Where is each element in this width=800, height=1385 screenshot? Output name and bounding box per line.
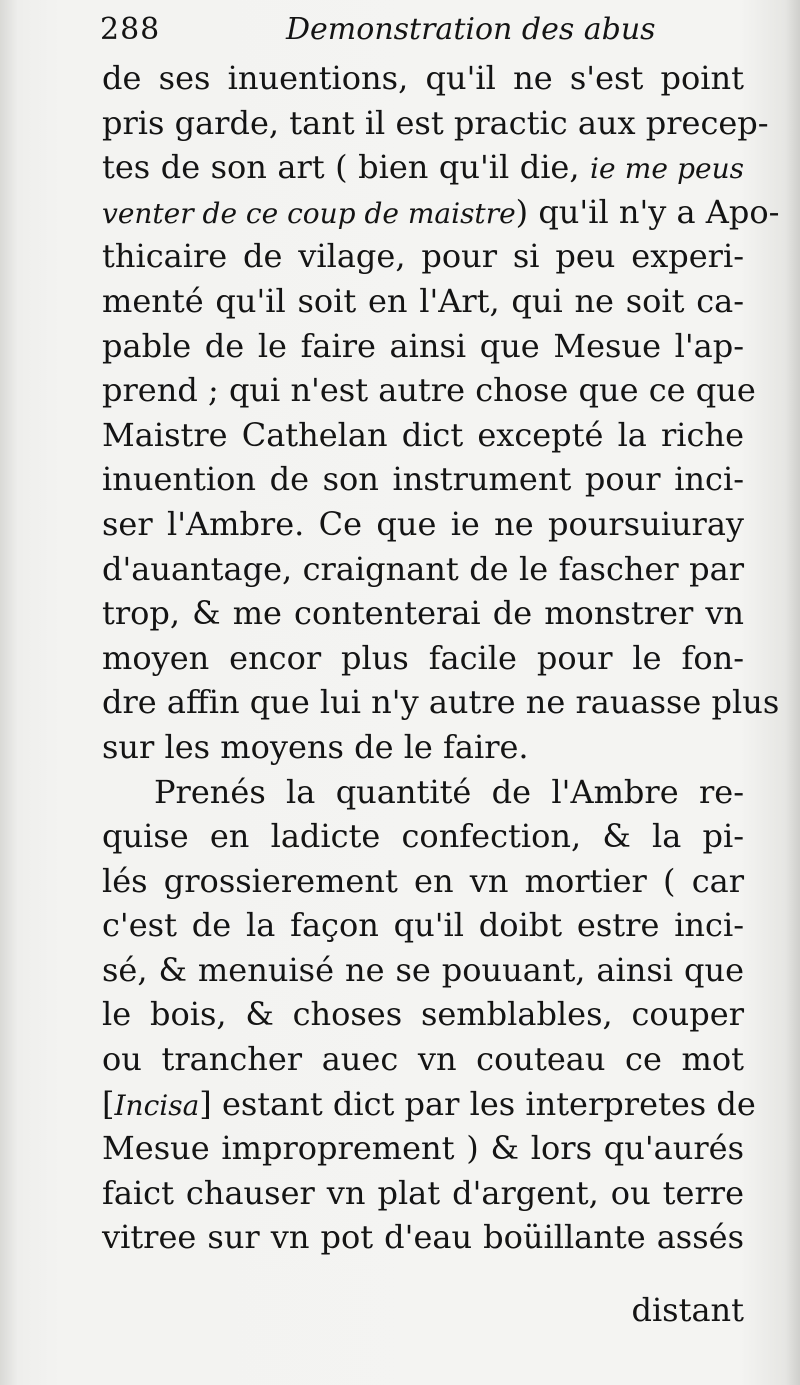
page-footer xyxy=(102,1288,744,1333)
text-line: trop, & me contenterai de monstrer vn xyxy=(102,594,744,633)
text-line: dre affin que lui n'y autre ne rauasse plus xyxy=(102,683,780,722)
italic-fragment: venter de ce coup de maistre xyxy=(102,196,516,230)
text-line: ou trancher auec vn couteau ce mot xyxy=(102,1040,744,1079)
text-line: c'est de la façon qu'il doibt estre inci- xyxy=(102,906,744,945)
text-line xyxy=(102,1082,756,1127)
text-fragment: tes de son art ( bien qu'il die, xyxy=(102,148,591,187)
text-line: Maistre Cathelan dict excepté la riche xyxy=(102,415,744,454)
text-line: Mesue improprement ) & lors qu'aurés xyxy=(102,1129,744,1168)
text-line: moyen encor plus facile pour le fon- xyxy=(102,638,744,677)
text-line: pris garde, tant il est practic aux precep- xyxy=(102,103,769,142)
text-line: de ses inuentions, qu'il ne s'est point xyxy=(102,59,744,97)
text-line: d'auantage, craignant de le fascher par xyxy=(102,549,744,588)
text-line: prend ; qui n'est autre chose que ce que xyxy=(102,371,756,410)
text-line: faict chauser vn plat d'argent, ou terre xyxy=(102,1173,744,1212)
text-line: lés grossierement en vn mortier ( car xyxy=(102,861,744,900)
text-line xyxy=(102,190,780,235)
text-fragment: ] estant dict par les interpretes de xyxy=(199,1084,756,1123)
italic-fragment: ie me peus xyxy=(590,152,745,186)
page-header xyxy=(100,8,740,52)
text-line: quise en ladicte confection, & la pi- xyxy=(102,817,744,856)
text-line: vitree sur vn pot d'eau boüillante assés xyxy=(102,1218,744,1257)
catchword: distant xyxy=(631,1291,744,1329)
text-line: thicaire de vilage, pour si peu experi- xyxy=(102,237,744,276)
text-line: sé, & menuisé ne se pouuant, ainsi que xyxy=(102,950,744,989)
text-line: sur les moyens de le faire. xyxy=(102,727,529,766)
text-fragment: ) qu'il n'y a Apo- xyxy=(515,192,780,231)
text-line xyxy=(102,145,744,190)
text-line: pable de le faire ainsi que Mesue l'ap- xyxy=(102,326,744,365)
text-fragment: [ xyxy=(102,1084,115,1123)
page-number: 288 xyxy=(100,12,161,47)
text-line: menté qu'il soit en l'Art, qui ne soit ca- xyxy=(102,281,744,320)
body-text xyxy=(102,56,780,1260)
text-line: Prenés la quantité de l'Ambre re- xyxy=(154,772,744,811)
text-line: inuention de son instrument pour inci- xyxy=(102,460,744,499)
text-line: le bois, & choses semblables, couper xyxy=(102,995,744,1034)
text-line: ser l'Ambre. Ce que ie ne poursuiuray xyxy=(102,504,744,543)
running-head: Demonstration des abus xyxy=(286,12,656,47)
italic-fragment: Incisa xyxy=(114,1088,200,1122)
